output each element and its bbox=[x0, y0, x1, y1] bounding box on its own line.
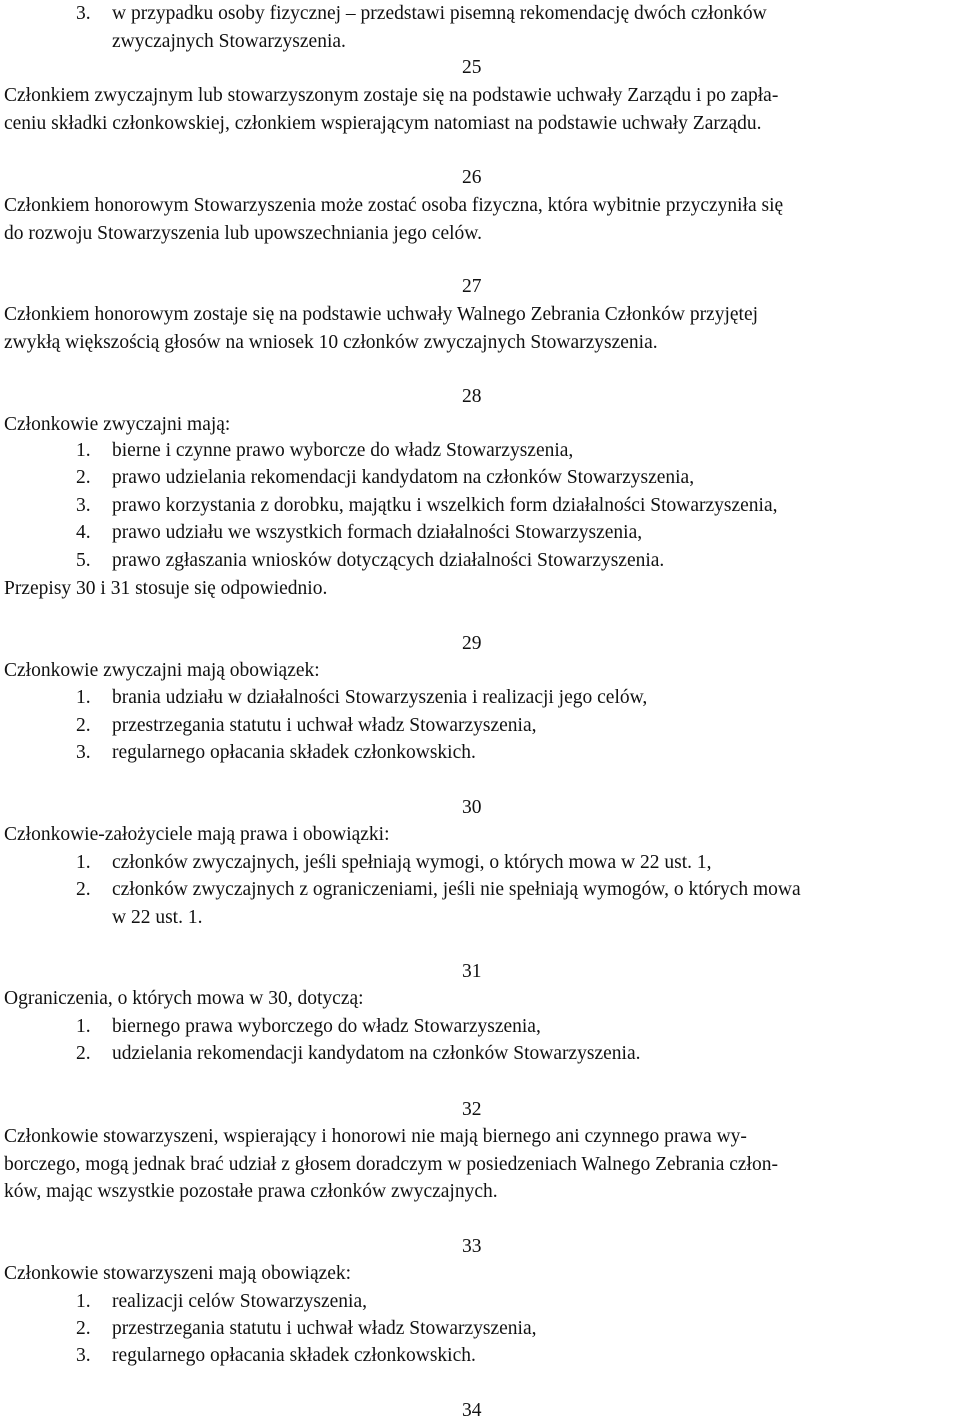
list-item-number: 3. bbox=[76, 742, 91, 763]
paragraph-line: Członkiem honorowym Stowarzyszenia może zostać osoba fizyczna, która wybitnie przyczyniła się bbox=[4, 195, 784, 216]
list-item-text: regularnego opłacania składek członkowskich. bbox=[112, 1345, 476, 1366]
list-item-continuation: zwyczajnych Stowarzyszenia. bbox=[112, 31, 346, 52]
list-item-number: 1. bbox=[76, 440, 91, 461]
list-item-number: 1. bbox=[76, 687, 91, 708]
section-heading-28: 28 bbox=[462, 386, 482, 407]
paragraph-line: borczego, mogą jednak brać udział z głosem doradczym w posiedzeniach Walnego Zebrania człon- bbox=[4, 1154, 778, 1175]
list-item-text: członków zwyczajnych, jeśli spełniają wymogi, o których mowa w 22 ust. 1, bbox=[112, 852, 712, 873]
paragraph-line: Członkiem honorowym zostaje się na podstawie uchwały Walnego Zebrania Członków przyjętej bbox=[4, 304, 759, 325]
list-intro: Członkowie zwyczajni mają: bbox=[4, 414, 231, 435]
list-item-text: regularnego opłacania składek członkowskich. bbox=[112, 742, 476, 763]
list-item-text: prawo udzielania rekomendacji kandydatom na członków Stowarzyszenia, bbox=[112, 467, 695, 488]
list-item-number: 2. bbox=[76, 879, 91, 900]
list-item-number: 2. bbox=[76, 467, 91, 488]
paragraph-text: Członkiem zwyczajnym lub stowarzyszonym zostaje się na podstawie uchwały Zarządu i po zapła- bbox=[4, 85, 779, 106]
paragraph-line: ków, mając wszystkie pozostałe prawa członków zwyczajnych. bbox=[4, 1181, 498, 1202]
list-item-text: brania udziału w działalności Stowarzyszenia i realizacji jego celów, bbox=[112, 687, 648, 708]
list-item-text: prawo udziału we wszystkich formach działalności Stowarzyszenia, bbox=[112, 522, 643, 543]
section-heading-32: 32 bbox=[462, 1099, 482, 1120]
list-item-number: 3. bbox=[76, 3, 91, 24]
list-item-number: 3. bbox=[76, 495, 91, 516]
section-heading-34: 34 bbox=[462, 1400, 482, 1421]
list-item-text: realizacji celów Stowarzyszenia, bbox=[112, 1291, 367, 1312]
section-heading-29: 29 bbox=[462, 633, 482, 654]
list-item-text: prawo zgłaszania wniosków dotyczących działalności Stowarzyszenia. bbox=[112, 550, 665, 571]
list-intro: Ograniczenia, o których mowa w 30, dotyczą: bbox=[4, 988, 364, 1009]
section-heading-31: 31 bbox=[462, 961, 482, 982]
list-intro: Członkowie-założyciele mają prawa i obowiązki: bbox=[4, 824, 390, 845]
list-item-number: 5. bbox=[76, 550, 91, 571]
section-heading-25: 25 bbox=[462, 57, 482, 78]
list-item-number: 1. bbox=[76, 852, 91, 873]
note-line: Przepisy 30 i 31 stosuje się odpowiednio. bbox=[4, 578, 328, 599]
list-item-number: 2. bbox=[76, 1043, 91, 1064]
list-item-text: prawo korzystania z dorobku, majątku i wszelkich form działalności Stowarzyszenia, bbox=[112, 495, 778, 516]
paragraph-line: ceniu składki członkowskiej, członkiem wspierającym natomiast na podstawie uchwały Zarządu. bbox=[4, 113, 762, 134]
list-intro: Członkowie zwyczajni mają obowiązek: bbox=[4, 660, 320, 681]
list-item-number: 2. bbox=[76, 715, 91, 736]
list-item-number: 3. bbox=[76, 1345, 91, 1366]
list-item-text: przestrzegania statutu i uchwał władz Stowarzyszenia, bbox=[112, 1318, 537, 1339]
list-item-text: członków zwyczajnych z ograniczeniami, jeśli nie spełniają wymogów, o których mowa bbox=[112, 879, 801, 900]
section-heading-33: 33 bbox=[462, 1236, 482, 1257]
list-intro: Członkowie stowarzyszeni mają obowiązek: bbox=[4, 1263, 352, 1284]
paragraph-line: do rozwoju Stowarzyszenia lub upowszechniania jego celów. bbox=[4, 223, 482, 244]
list-item-number: 2. bbox=[76, 1318, 91, 1339]
paragraph-line: Członkowie stowarzyszeni, wspierający i honorowi nie mają biernego ani czynnego prawa wy- bbox=[4, 1126, 747, 1147]
list-item-text: udzielania rekomendacji kandydatom na członków Stowarzyszenia. bbox=[112, 1043, 641, 1064]
list-item-number: 1. bbox=[76, 1016, 91, 1037]
list-item-number: 4. bbox=[76, 522, 91, 543]
section-heading-26: 26 bbox=[462, 167, 482, 188]
section-heading-30: 30 bbox=[462, 797, 482, 818]
list-item-number: 1. bbox=[76, 1291, 91, 1312]
list-item-continuation: w 22 ust. 1. bbox=[112, 907, 203, 928]
paragraph-line: zwykłą większością głosów na wniosek 10 członków zwyczajnych Stowarzyszenia. bbox=[4, 332, 658, 353]
list-item-text: w przypadku osoby fizycznej – przedstawi pisemną rekomendację dwóch członków bbox=[112, 3, 767, 24]
list-item-text: bierne i czynne prawo wyborcze do władz Stowarzyszenia, bbox=[112, 440, 574, 461]
section-heading-27: 27 bbox=[462, 276, 482, 297]
paragraph-line bbox=[4, 82, 956, 110]
list-item-text: przestrzegania statutu i uchwał władz Stowarzyszenia, bbox=[112, 715, 537, 736]
list-item-text: biernego prawa wyborczego do władz Stowarzyszenia, bbox=[112, 1016, 541, 1037]
